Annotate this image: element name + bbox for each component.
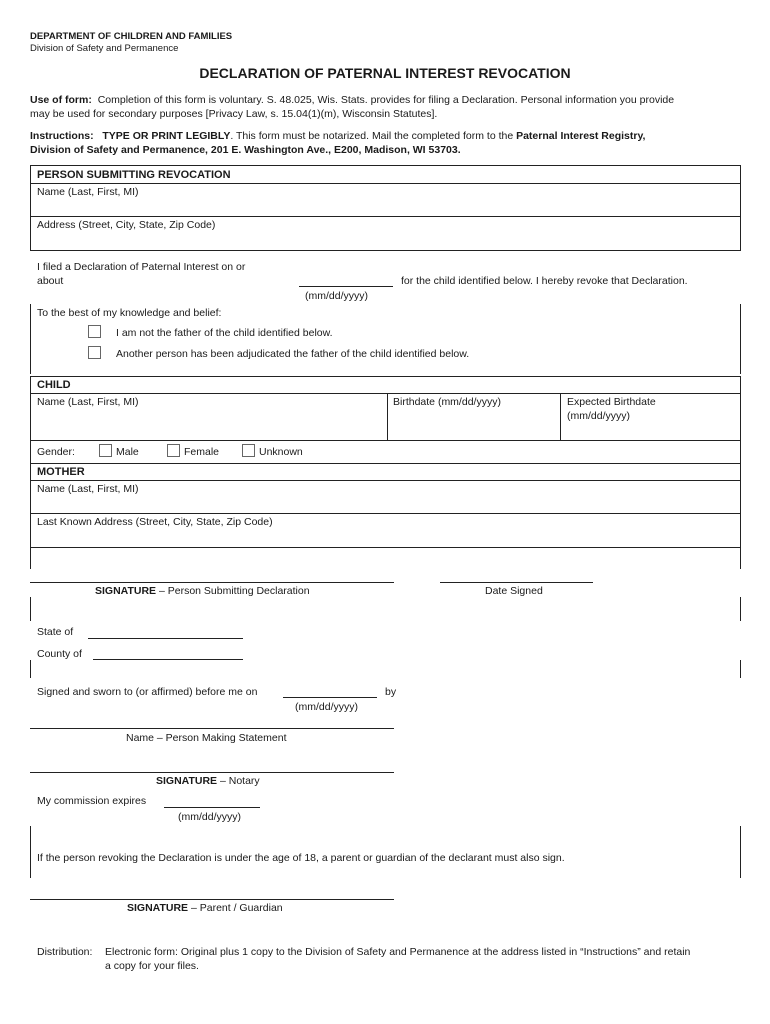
signature-caption	[95, 585, 310, 597]
notary-left-tick-1	[30, 597, 31, 621]
instructions-address: Division of Safety and Permanence, 201 E. Washington Ave., E200, Madison, WI 53703.	[30, 144, 461, 156]
gender-label: Gender:	[37, 446, 75, 458]
notary-signature-line[interactable]	[30, 772, 394, 773]
mother-name-rule	[30, 513, 741, 514]
notary-right-tick-2	[740, 660, 741, 678]
department-name: DEPARTMENT OF CHILDREN AND FAMILIES	[30, 31, 233, 42]
knowledge-right-border	[740, 304, 741, 374]
gender-female-label: Female	[184, 446, 220, 458]
distribution-text-2: a copy for your files.	[105, 960, 199, 972]
state-of-label: State of	[37, 626, 74, 638]
child-heading-rule	[30, 393, 741, 394]
sworn-by-text: by	[385, 686, 397, 698]
commission-date-field[interactable]	[164, 807, 260, 808]
person-address-rule	[30, 250, 741, 251]
gender-unknown-label: Unknown	[259, 446, 303, 458]
notary-caption-rest: – Notary	[217, 775, 260, 787]
guardian-caption-rest: – Parent / Guardian	[188, 902, 283, 914]
child-expected-label-2: (mm/dd/yyyy)	[567, 410, 630, 422]
person-top-rule	[30, 165, 741, 166]
revoke-text: for the child identified below. I hereby revoke that Declaration.	[401, 275, 688, 287]
mother-heading-rule	[30, 480, 741, 481]
notary-right-tick-1	[740, 597, 741, 621]
minor-left-tick	[30, 826, 31, 878]
guardian-signature-line[interactable]	[30, 899, 394, 900]
signature-caption-bold: SIGNATURE	[95, 585, 157, 597]
guardian-signature-caption	[127, 902, 283, 914]
child-name-label[interactable]: Name (Last, First, MI)	[37, 396, 139, 408]
declaration-date-field[interactable]	[299, 286, 393, 287]
use-of-form-text-2: may be used for secondary purposes [Privacy Law, s. 15.04(1)(m), Wisconsin Statutes].	[30, 108, 438, 120]
instructions	[30, 129, 645, 157]
child-section-heading: CHILD	[37, 379, 71, 391]
knowledge-text: To the best of my knowledge and belief:	[37, 307, 222, 319]
option-adjudicated-label: Another person has been adjudicated the father of the child identified below.	[116, 348, 470, 360]
guardian-caption-bold: SIGNATURE	[127, 902, 189, 914]
signature-line[interactable]	[30, 582, 394, 583]
person-name-rule	[30, 216, 741, 217]
notary-signature-caption	[156, 775, 260, 787]
sworn-date-field[interactable]	[283, 697, 377, 698]
person-left-border	[30, 165, 31, 250]
child-expected-label-1[interactable]: Expected Birthdate	[567, 396, 656, 408]
name-statement-caption: Name – Person Making Statement	[126, 732, 287, 744]
distribution-text-1: Electronic form: Original plus 1 copy to the Division of Safety and Permanence at the address listed in “Instructions” and retain	[105, 946, 691, 958]
date-signed-line[interactable]	[440, 582, 593, 583]
person-section-heading: PERSON SUBMITTING REVOCATION	[37, 169, 231, 181]
child-name-rule	[30, 440, 741, 441]
person-name-label[interactable]: Name (Last, First, MI)	[37, 186, 139, 198]
option-not-father-label: I am not the father of the child identified below.	[116, 327, 333, 339]
knowledge-left-border	[30, 304, 31, 374]
declaration-date-hint: (mm/dd/yyyy)	[305, 290, 368, 302]
state-of-field[interactable]	[88, 638, 243, 639]
child-birthdate-label[interactable]: Birthdate (mm/dd/yyyy)	[393, 396, 501, 408]
mother-right-border	[740, 463, 741, 569]
child-birthdate-divider	[387, 393, 388, 440]
gender-unknown-checkbox[interactable]	[242, 444, 255, 457]
mother-left-border	[30, 463, 31, 569]
minor-right-tick	[740, 826, 741, 878]
date-signed-caption: Date Signed	[485, 585, 543, 597]
mother-name-label[interactable]: Name (Last, First, MI)	[37, 483, 139, 495]
filed-text-1: I filed a Declaration of Paternal Interest on or	[37, 261, 246, 273]
use-of-form	[30, 93, 674, 121]
notary-caption-bold: SIGNATURE	[156, 775, 218, 787]
use-of-form-text-1: Completion of this form is voluntary. S. 48.025, Wis. Stats. provides for filing a Declaration. Personal information you provide	[97, 94, 675, 106]
filed-text-2: about	[37, 275, 64, 287]
county-of-label: County of	[37, 648, 82, 660]
instructions-text: . This form must be notarized. Mail the completed form to the	[230, 130, 517, 142]
child-expected-divider	[560, 393, 561, 440]
commission-date-hint: (mm/dd/yyyy)	[178, 811, 241, 823]
form-title: DECLARATION OF PATERNAL INTEREST REVOCATION	[199, 65, 571, 81]
gender-male-checkbox[interactable]	[99, 444, 112, 457]
gender-female-checkbox[interactable]	[167, 444, 180, 457]
sworn-date-hint: (mm/dd/yyyy)	[295, 701, 358, 713]
county-of-field[interactable]	[93, 659, 243, 660]
minor-note: If the person revoking the Declaration is under the age of 18, a parent or guardian of the declarant must also sign.	[37, 852, 565, 864]
mother-address-label[interactable]: Last Known Address (Street, City, State, Zip Code)	[37, 516, 273, 528]
division-name: Division of Safety and Permanence	[30, 43, 179, 54]
person-address-label[interactable]: Address (Street, City, State, Zip Code)	[37, 219, 216, 231]
option-not-father-checkbox[interactable]	[88, 325, 101, 338]
name-statement-line[interactable]	[30, 728, 394, 729]
option-adjudicated-checkbox[interactable]	[88, 346, 101, 359]
distribution-label: Distribution:	[37, 946, 93, 958]
use-of-form-label: Use of form:	[30, 94, 92, 106]
sworn-text: Signed and sworn to (or affirmed) before me on	[37, 686, 258, 698]
notary-left-tick-2	[30, 660, 31, 678]
person-heading-rule	[30, 183, 741, 184]
person-right-border	[740, 165, 741, 250]
child-top-rule	[30, 376, 741, 377]
instructions-label: Instructions:	[30, 130, 94, 142]
instructions-registry: Paternal Interest Registry,	[516, 130, 646, 142]
child-left-border	[30, 376, 31, 464]
mother-section-heading: MOTHER	[37, 466, 85, 478]
mother-address-rule	[30, 547, 741, 548]
commission-label: My commission expires	[37, 795, 147, 807]
child-right-border	[740, 376, 741, 464]
instructions-emphasis: TYPE OR PRINT LEGIBLY	[102, 130, 231, 142]
gender-male-label: Male	[116, 446, 139, 458]
signature-caption-rest: – Person Submitting Declaration	[156, 585, 310, 597]
mother-top-rule	[30, 463, 741, 464]
